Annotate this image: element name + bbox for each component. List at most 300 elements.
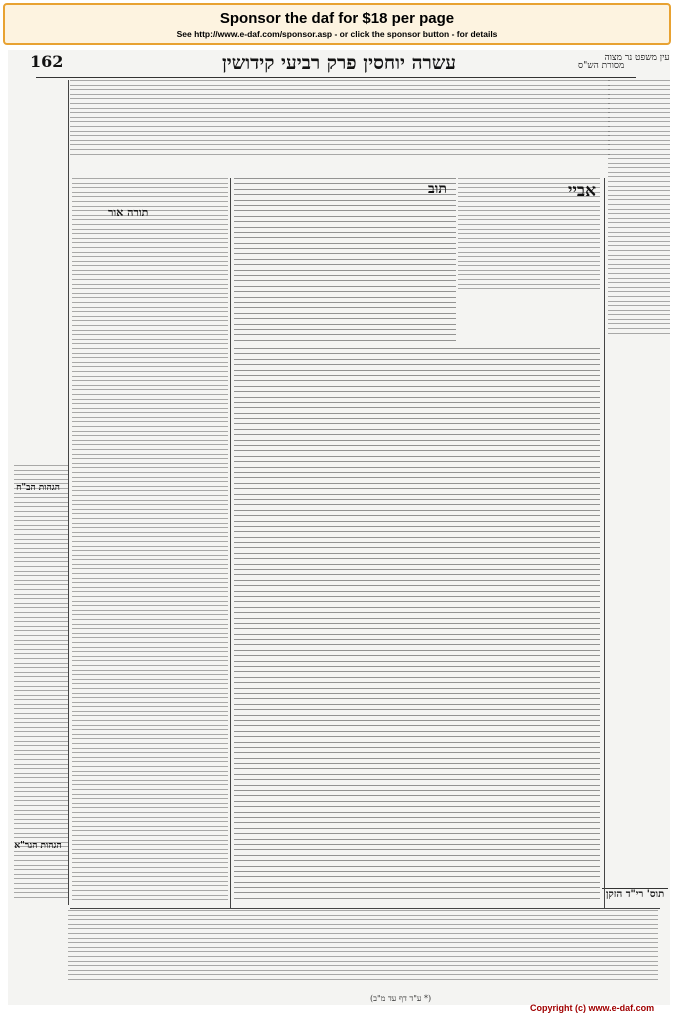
text-line — [72, 353, 228, 354]
sponsor-banner-subtitle[interactable]: See http://www.e-daf.com/sponsor.asp - or click the sponsor button - for details — [176, 29, 498, 39]
text-line — [234, 644, 600, 645]
text-line — [458, 284, 600, 285]
text-line — [234, 747, 600, 748]
text-line — [608, 328, 670, 329]
text-line — [68, 928, 658, 929]
text-line — [72, 210, 228, 211]
text-line — [72, 490, 228, 491]
text-line — [234, 650, 600, 651]
text-line — [608, 144, 670, 145]
text-line — [72, 564, 228, 565]
text-line — [70, 126, 610, 127]
text-line — [72, 330, 228, 331]
text-line — [72, 229, 228, 230]
hagahos-margin-column — [14, 465, 68, 905]
abayei-heading-word: אביי — [568, 181, 597, 201]
text-line — [14, 640, 68, 641]
text-line — [608, 131, 670, 132]
page-header — [8, 52, 670, 76]
text-line — [72, 274, 228, 275]
text-line — [234, 580, 600, 581]
text-line — [234, 232, 456, 233]
text-line — [14, 584, 68, 585]
text-line — [234, 882, 600, 883]
text-line — [14, 874, 68, 875]
ein-mishpat-column — [608, 80, 670, 340]
text-line — [14, 502, 68, 503]
sponsor-banner[interactable] — [3, 3, 671, 45]
text-line — [234, 682, 600, 683]
text-line — [72, 513, 228, 514]
text-line — [72, 435, 228, 436]
text-line — [72, 881, 228, 882]
text-line — [234, 391, 600, 392]
text-line — [72, 444, 228, 445]
text-line — [234, 688, 600, 689]
text-line — [608, 135, 670, 136]
text-line — [68, 970, 658, 971]
text-line — [234, 709, 600, 710]
text-line — [14, 548, 68, 549]
text-line — [14, 759, 68, 760]
text-line — [70, 108, 610, 109]
text-line — [608, 167, 670, 168]
text-line — [608, 278, 670, 279]
text-line — [72, 477, 228, 478]
text-line — [608, 85, 670, 86]
text-line — [234, 467, 600, 468]
text-line — [72, 605, 228, 606]
text-line — [72, 343, 228, 344]
column-divider — [68, 80, 69, 905]
text-line — [14, 552, 68, 553]
text-line — [72, 302, 228, 303]
text-line — [14, 465, 68, 466]
text-line — [608, 181, 670, 182]
text-line — [458, 206, 600, 207]
text-line — [234, 461, 600, 462]
text-line — [608, 204, 670, 205]
text-line — [72, 628, 228, 629]
text-line — [14, 777, 68, 778]
text-line — [14, 741, 68, 742]
text-line — [234, 763, 600, 764]
text-line — [608, 282, 670, 283]
text-line — [14, 860, 68, 861]
text-line — [72, 458, 228, 459]
text-line — [234, 429, 600, 430]
text-line — [72, 399, 228, 400]
text-line — [14, 810, 68, 811]
text-line — [458, 274, 600, 275]
text-line — [72, 582, 228, 583]
text-line — [72, 394, 228, 395]
text-line — [14, 534, 68, 535]
text-line — [72, 807, 228, 808]
text-line — [234, 477, 600, 478]
text-line — [234, 324, 456, 325]
text-line — [72, 454, 228, 455]
text-line — [14, 571, 68, 572]
text-line — [72, 417, 228, 418]
text-line — [72, 624, 228, 625]
text-line — [72, 178, 228, 179]
text-line — [234, 618, 600, 619]
gemara-opening-word: תוב — [428, 181, 447, 197]
text-line — [72, 334, 228, 335]
text-line — [72, 362, 228, 363]
text-line — [72, 242, 228, 243]
text-line — [234, 237, 456, 238]
text-line — [234, 860, 600, 861]
text-line — [72, 311, 228, 312]
text-line — [234, 386, 600, 387]
text-line — [72, 247, 228, 248]
text-line — [458, 288, 600, 289]
text-line — [72, 206, 228, 207]
text-line — [234, 353, 600, 354]
torah-or-label: תורה אור — [108, 206, 149, 219]
text-line — [14, 791, 68, 792]
text-line — [234, 472, 600, 473]
text-line — [458, 210, 600, 211]
sponsor-banner-title[interactable]: Sponsor the daf for $18 per page — [219, 10, 455, 27]
text-line — [14, 883, 68, 884]
text-line — [608, 250, 670, 251]
text-line — [72, 817, 228, 818]
text-line — [72, 504, 228, 505]
text-line — [14, 470, 68, 471]
text-line — [72, 284, 228, 285]
text-line — [14, 745, 68, 746]
text-line — [72, 853, 228, 854]
column-divider — [604, 178, 605, 908]
text-line — [72, 256, 228, 257]
text-line — [68, 961, 658, 962]
bottom-notes-lines — [68, 910, 658, 988]
hagahos-gra-heading: הגהות הגר"א — [14, 841, 62, 851]
text-line — [14, 612, 68, 613]
text-line — [14, 699, 68, 700]
text-line — [14, 653, 68, 654]
text-line — [72, 196, 228, 197]
text-line — [234, 488, 600, 489]
text-line — [234, 833, 600, 834]
text-line — [72, 711, 228, 712]
text-line — [72, 849, 228, 850]
text-line — [234, 601, 600, 602]
text-line — [608, 319, 670, 320]
text-line — [14, 865, 68, 866]
text-line — [14, 869, 68, 870]
masores-hashas-label: מסורת הש"ס — [578, 61, 625, 71]
text-line — [72, 766, 228, 767]
text-line — [234, 585, 600, 586]
text-line — [608, 305, 670, 306]
text-line — [14, 713, 68, 714]
page-title: עשרה יוחסין פרק רביעי קידושין — [221, 52, 457, 74]
text-line — [608, 255, 670, 256]
text-line — [458, 252, 600, 253]
text-line — [72, 890, 228, 891]
text-line — [234, 483, 600, 484]
text-line — [72, 614, 228, 615]
text-line — [72, 780, 228, 781]
text-line — [72, 697, 228, 698]
text-line — [72, 757, 228, 758]
text-line — [72, 683, 228, 684]
text-line — [72, 885, 228, 886]
text-line — [72, 307, 228, 308]
text-line — [234, 844, 600, 845]
text-line — [234, 348, 600, 349]
text-line — [72, 252, 228, 253]
text-line — [608, 268, 670, 269]
text-line — [72, 426, 228, 427]
text-line — [14, 782, 68, 783]
text-line — [72, 279, 228, 280]
text-line — [68, 910, 658, 911]
text-line — [234, 558, 600, 559]
text-line — [608, 108, 670, 109]
text-line — [68, 933, 658, 934]
text-line — [234, 591, 600, 592]
text-line — [72, 403, 228, 404]
text-line — [234, 253, 456, 254]
text-line — [72, 555, 228, 556]
text-line — [72, 183, 228, 184]
text-line — [72, 752, 228, 753]
text-line — [14, 580, 68, 581]
column-divider — [230, 178, 231, 908]
text-line — [234, 553, 600, 554]
text-line — [458, 261, 600, 262]
text-line — [234, 313, 456, 314]
text-line — [234, 407, 600, 408]
text-line — [68, 924, 658, 925]
text-line — [14, 667, 68, 668]
text-line — [14, 603, 68, 604]
text-line — [68, 965, 658, 966]
text-line — [70, 117, 610, 118]
text-line — [608, 112, 670, 113]
text-line — [72, 532, 228, 533]
text-line — [68, 974, 658, 975]
text-line — [72, 670, 228, 671]
text-line — [72, 637, 228, 638]
text-line — [72, 720, 228, 721]
text-line — [72, 840, 228, 841]
text-line — [608, 333, 670, 334]
text-line — [608, 172, 670, 173]
text-line — [458, 238, 600, 239]
text-line — [72, 798, 228, 799]
text-line — [234, 623, 600, 624]
text-line — [234, 413, 600, 414]
text-line — [14, 626, 68, 627]
text-line — [234, 634, 600, 635]
text-line — [72, 647, 228, 648]
text-line — [234, 698, 600, 699]
text-line — [72, 421, 228, 422]
text-line — [234, 183, 456, 184]
text-line — [14, 672, 68, 673]
text-line — [234, 790, 600, 791]
text-line — [70, 154, 610, 155]
text-line — [234, 547, 600, 548]
text-line — [234, 375, 600, 376]
text-line — [608, 323, 670, 324]
text-line — [234, 574, 600, 575]
text-line — [72, 688, 228, 689]
text-line — [72, 536, 228, 537]
text-line — [14, 764, 68, 765]
text-line — [72, 463, 228, 464]
tosafos-commentary-column — [72, 178, 228, 908]
text-line — [72, 679, 228, 680]
text-line — [14, 897, 68, 898]
text-line — [14, 497, 68, 498]
text-line — [68, 947, 658, 948]
text-line — [72, 187, 228, 188]
text-line — [72, 261, 228, 262]
text-line — [234, 418, 600, 419]
text-line — [14, 658, 68, 659]
text-line — [608, 273, 670, 274]
text-line — [608, 140, 670, 141]
text-line — [72, 325, 228, 326]
text-line — [608, 218, 670, 219]
text-line — [234, 822, 600, 823]
text-line — [14, 676, 68, 677]
text-line — [72, 660, 228, 661]
text-line — [68, 915, 658, 916]
text-line — [234, 785, 600, 786]
text-line — [234, 264, 456, 265]
text-line — [234, 806, 600, 807]
text-line — [234, 397, 600, 398]
text-line — [234, 871, 600, 872]
text-line — [72, 729, 228, 730]
text-line — [72, 408, 228, 409]
text-line — [70, 121, 610, 122]
text-line — [72, 389, 228, 390]
text-line — [14, 851, 68, 852]
text-line — [608, 241, 670, 242]
text-line — [14, 814, 68, 815]
text-line — [70, 135, 610, 136]
text-line — [72, 642, 228, 643]
text-line — [234, 693, 600, 694]
text-line — [234, 704, 600, 705]
text-line — [14, 635, 68, 636]
text-line — [70, 140, 610, 141]
text-line — [234, 445, 600, 446]
text-line — [234, 297, 456, 298]
text-line — [72, 844, 228, 845]
ein-mishpat-text-lines — [608, 80, 670, 340]
text-line — [608, 98, 670, 99]
text-line — [72, 633, 228, 634]
text-line — [234, 849, 600, 850]
text-line — [608, 291, 670, 292]
text-line — [234, 521, 600, 522]
text-line — [608, 195, 670, 196]
gemara-text-upper — [234, 178, 456, 348]
text-line — [72, 794, 228, 795]
text-line — [72, 371, 228, 372]
text-line — [14, 630, 68, 631]
text-line — [234, 318, 456, 319]
text-line — [72, 380, 228, 381]
text-line — [72, 899, 228, 900]
text-line — [608, 103, 670, 104]
text-line — [234, 795, 600, 796]
text-line — [72, 376, 228, 377]
text-line — [68, 956, 658, 957]
text-line — [608, 314, 670, 315]
text-line — [72, 784, 228, 785]
text-line — [68, 938, 658, 939]
text-line — [14, 773, 68, 774]
text-line — [608, 264, 670, 265]
text-line — [14, 736, 68, 737]
text-line — [458, 279, 600, 280]
text-line — [72, 568, 228, 569]
text-line — [234, 758, 600, 759]
text-line — [72, 775, 228, 776]
text-line — [234, 221, 456, 222]
text-line — [72, 412, 228, 413]
text-line — [608, 176, 670, 177]
text-line — [608, 163, 670, 164]
text-line — [14, 516, 68, 517]
rashi-commentary-block — [70, 80, 610, 160]
text-line — [72, 656, 228, 657]
text-line — [72, 219, 228, 220]
text-line — [14, 828, 68, 829]
text-line — [234, 334, 456, 335]
text-line — [234, 892, 600, 893]
text-line — [70, 80, 610, 81]
text-line — [72, 509, 228, 510]
text-line — [72, 467, 228, 468]
text-line — [70, 112, 610, 113]
text-line — [72, 743, 228, 744]
text-line — [70, 85, 610, 86]
text-line — [234, 731, 600, 732]
text-line — [72, 201, 228, 202]
text-line — [72, 591, 228, 592]
text-line — [234, 423, 600, 424]
text-line — [14, 649, 68, 650]
text-line — [72, 440, 228, 441]
text-line — [70, 144, 610, 145]
text-line — [14, 539, 68, 540]
text-line — [14, 754, 68, 755]
text-line — [72, 706, 228, 707]
text-line — [72, 573, 228, 574]
copyright-link[interactable]: Copyright (c) www.e-daf.com — [530, 1003, 655, 1013]
tosafos-text-lines — [72, 178, 228, 908]
text-line — [14, 520, 68, 521]
text-line — [70, 98, 610, 99]
text-line — [234, 779, 600, 780]
text-line — [234, 612, 600, 613]
text-line — [458, 247, 600, 248]
text-line — [14, 800, 68, 801]
text-line — [14, 750, 68, 751]
